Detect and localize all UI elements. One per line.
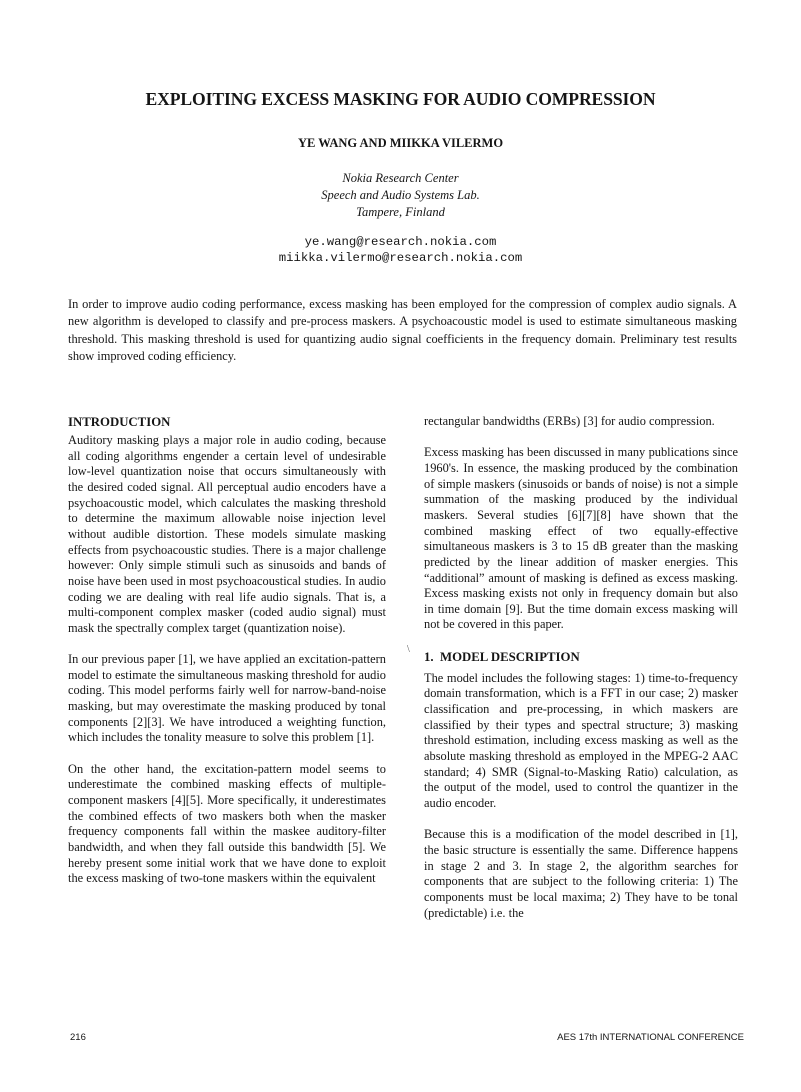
body-paragraph: Excess masking has been discussed in many publications since 1960's. In essence, the masking produced by the combination of simple maskers (sinusoids or bands of noise) is not a simple summation of the masking produced by the individual maskers. Several studies [6][7][8] have shown that the combined masking effect of two equally-effective simultaneous maskers is 3 to 15 dB greater than the masking predicted by the linear addition of masker energies. This “additional” amount of masking is defined as excess masking. Excess masking exists not only in frequency domain but also in time domain [9]. But the time domain excess masking will not be covered in this paper. <box>424 445 738 632</box>
affiliation-line: Tampere, Finland <box>356 205 445 219</box>
email-address[interactable]: miikka.vilermo@research.nokia.com <box>278 250 523 265</box>
body-paragraph: Auditory masking plays a major role in audio coding, because all coding algorithms engender a certain level of undesirable low-level quantization noise that occurs simultaneously with the desired coded signal. All perceptual audio encoders have a psychoacoustic model, which calculates the masking threshold to determine the maximum allowable noise injection level without audible distortion. These models simulate masking effects from psychoacoustic studies. There is a major challenge however: Only simple stimuli such as sinusoids and bands of noise have been used in most psychoacoustical studies. In audio coding we are dealing with real life audio signals. That is, a multi-component complex masker (coded audio signal) must mask the spectrally complex target (quantization noise). <box>68 433 386 635</box>
email-address[interactable]: ye.wang@research.nokia.com <box>304 235 497 249</box>
paper-title: EXPLOITING EXCESS MASKING FOR AUDIO COMPRESSION <box>145 89 656 109</box>
section-heading-introduction: INTRODUCTION <box>68 415 171 429</box>
body-paragraph: rectangular bandwidths (ERBs) [3] for audio compression. <box>424 414 715 428</box>
body-paragraph: The model includes the following stages: 1) time-to-frequency domain transformation, which is a FFT in our case; 2) masker classification and pre-processing, in which maskers are classified by their types and spectral structure; 3) masking threshold estimation, including excess masking as well as the absolute masking threshold as employed in the MPEG-2 AAC standard; 4) SMR (Signal-to-Masking Ratio) calculation, as the output of the model, used to control the quantizer in the audio encoder. <box>424 670 738 810</box>
author-emails <box>0 235 801 266</box>
abstract: In order to improve audio coding performance, excess masking has been employed for the compression of complex audio signals. A new algorithm is developed to classify and pre-process maskers. A psychoacoustic model is used to estimate simultaneous masking threshold. This masking threshold is used for quantizing audio signal coefficients in the frequency domain. Preliminary test results show improved coding efficiency. <box>68 297 737 364</box>
left-column <box>68 414 386 903</box>
page-number: 216 <box>70 1032 86 1043</box>
paper-authors: YE WANG AND MIIKKA VILERMO <box>297 136 504 150</box>
body-paragraph: In our previous paper [1], we have applied an excitation-pattern model to estimate the simultaneous masking threshold for audio coding. This model performs fairly well for narrow-band-noise masking, but may overestimate the masking produced by tonal components [2][3]. We have introduced a weighting function, which includes the tonality measure to solve this problem [1]. <box>68 652 386 745</box>
conference-name: AES 17th INTERNATIONAL CONFERENCE <box>557 1032 744 1043</box>
affiliation <box>0 170 801 221</box>
body-paragraph: On the other hand, the excitation-pattern model seems to underestimate the combined masking effects of multiple-component maskers [4][5]. More specifically, it underestimates the combined effects of two maskers both when the masker frequency components fall within the maskee auditory-filter bandwidth, and when they fall outside this bandwidth [5]. We hereby present some initial work that we have done to exploit the excess masking of two-tone maskers within the equivalent <box>68 761 386 886</box>
body-paragraph: Because this is a modification of the model described in [1], the basic structure is essentially the same. Difference happens in stage 2 and 3. In stage 2, the algorithm searches for components that are subject to the following criteria: 1) The components must be local maxima; 2) They have to be tonal (predictable) i.e. the <box>424 827 738 920</box>
right-column <box>424 414 738 937</box>
section-heading-model-description: 1. MODEL DESCRIPTION <box>424 649 580 664</box>
affiliation-line: Speech and Audio Systems Lab. <box>321 188 480 202</box>
affiliation-line: Nokia Research Center <box>342 171 459 185</box>
scan-speck: \ <box>407 644 410 655</box>
